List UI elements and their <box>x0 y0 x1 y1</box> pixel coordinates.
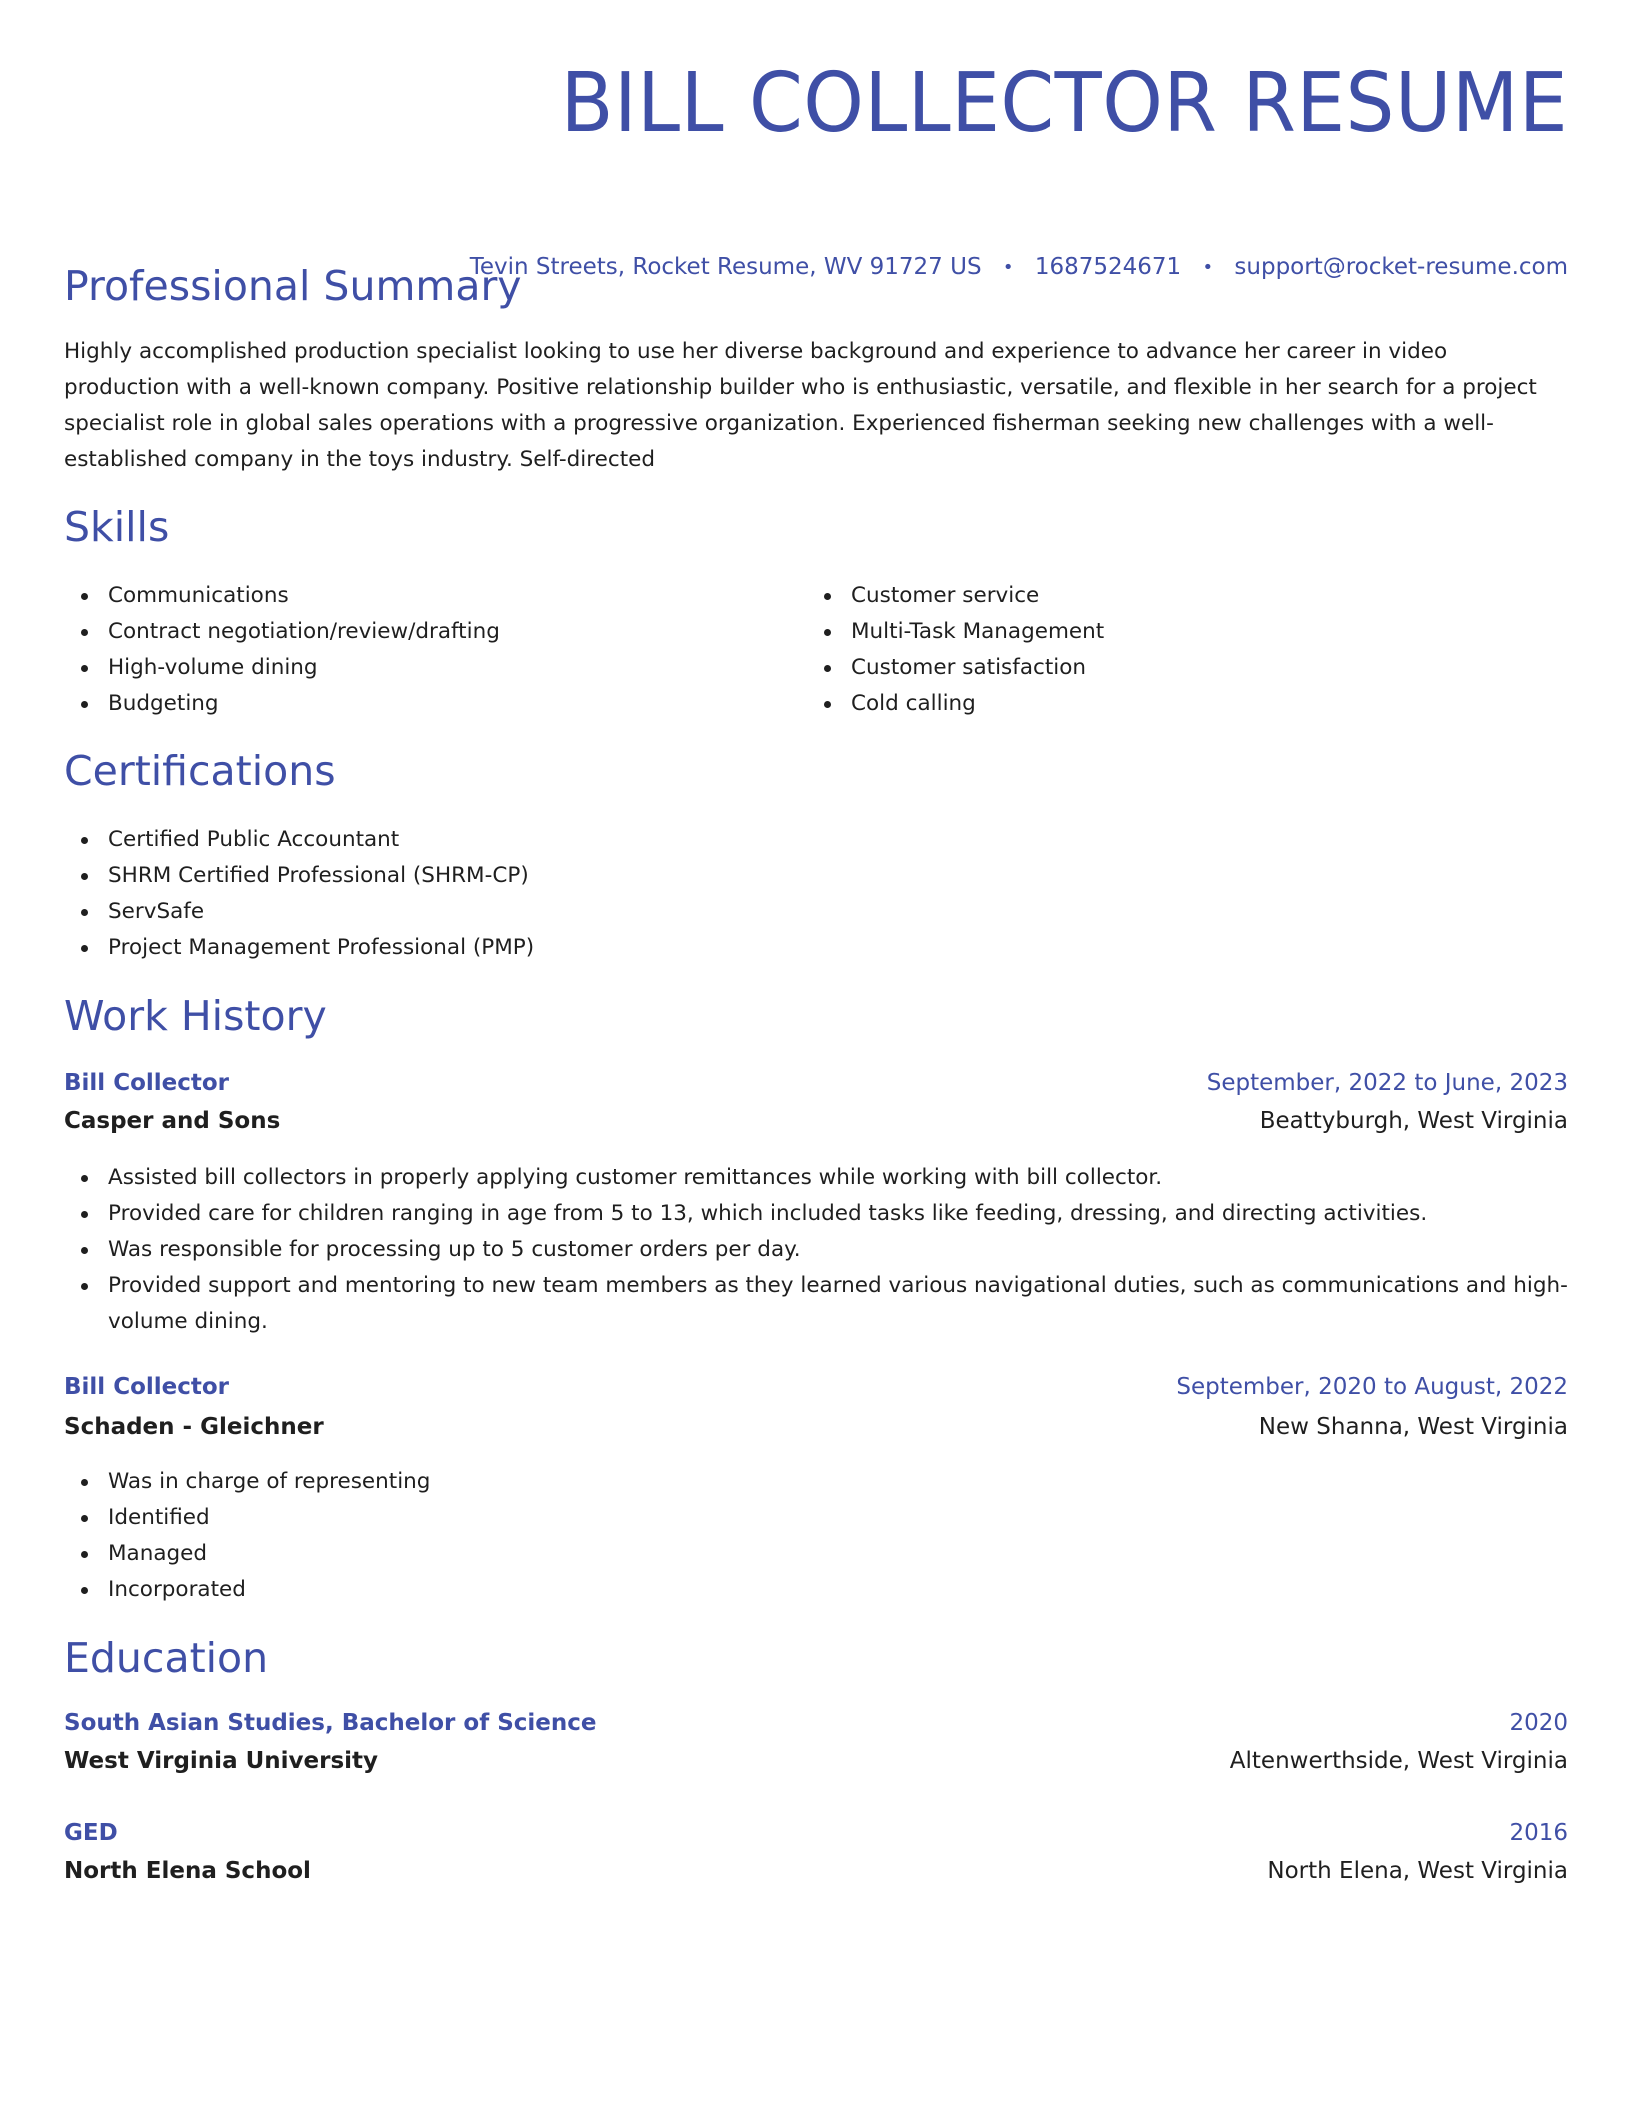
resume-title: BILL COLLECTOR RESUME <box>560 56 1568 151</box>
job-duty-item: Managed <box>64 1536 1568 1572</box>
job-duty-item: Provided care for children ranging in age from 5 to 13, which included tasks like feeding, dressing, and directing activities. <box>64 1196 1568 1232</box>
education-heading: Education <box>64 1634 269 1682</box>
job-duty-item: Incorporated <box>64 1572 1568 1608</box>
job-header <box>64 1070 1568 1096</box>
education-school-row <box>64 1748 1568 1774</box>
job-duty-item: Provided support and mentoring to new team members as they learned various navigational duties, such as communications and high-volume dining. <box>64 1268 1568 1340</box>
skill-item: Contract negotiation/review/drafting <box>64 614 500 650</box>
job-title: Bill Collector <box>64 1374 230 1400</box>
education-degree: GED <box>64 1820 118 1846</box>
skills-list-left <box>64 578 500 722</box>
certification-item: Project Management Professional (PMP) <box>64 930 1568 966</box>
job-company: Casper and Sons <box>64 1108 281 1134</box>
contact-address: Tevin Streets, Rocket Resume, WV 91727 US <box>469 254 982 280</box>
skill-item: Multi-Task Management <box>807 614 1104 650</box>
certifications-list <box>64 822 1568 966</box>
education-header <box>64 1710 1568 1736</box>
education-school-row <box>64 1858 1568 1884</box>
job-location: New Shanna, West Virginia <box>1258 1414 1568 1440</box>
summary-text: Highly accomplished production specialist looking to use her diverse background and experience to advance her career in video production with a well-known company. Positive relationship builder who is enthusiastic, versatile, and flexible in her search for a project specialist role in global sales operations with a progressive organization. Experienced fisherman seeking new challenges with a well-established company in the toys industry. Self-directed <box>64 339 1537 472</box>
job-duty-item: Was in charge of representing <box>64 1464 1568 1500</box>
job-duties-list <box>64 1464 1568 1608</box>
education-year: 2020 <box>1509 1710 1568 1736</box>
skill-item: Cold calling <box>807 686 1104 722</box>
summary-heading: Professional Summary <box>64 262 522 310</box>
education-school: West Virginia University <box>64 1748 379 1774</box>
skill-item: Customer service <box>807 578 1104 614</box>
education-degree: South Asian Studies, Bachelor of Science <box>64 1710 597 1736</box>
job-dates: September, 2022 to June, 2023 <box>1206 1070 1568 1096</box>
education-location: North Elena, West Virginia <box>1267 1858 1568 1884</box>
education-header <box>64 1820 1568 1846</box>
education-school: North Elena School <box>64 1858 311 1884</box>
job-org-row <box>64 1414 1568 1440</box>
job-org-row <box>64 1108 1568 1134</box>
skill-item: Communications <box>64 578 500 614</box>
job-duties-list <box>64 1160 1568 1340</box>
job-location: Beattyburgh, West Virginia <box>1259 1108 1568 1134</box>
certification-item: ServSafe <box>64 894 1568 930</box>
job-header <box>64 1374 1568 1400</box>
skill-item: High-volume dining <box>64 650 500 686</box>
work-history-heading: Work History <box>64 992 327 1040</box>
skills-heading: Skills <box>64 503 170 551</box>
job-company: Schaden - Gleichner <box>64 1414 324 1440</box>
certification-item: SHRM Certified Professional (SHRM-CP) <box>64 858 1568 894</box>
contact-email: support@rocket-resume.com <box>1234 254 1568 280</box>
job-title: Bill Collector <box>64 1070 230 1096</box>
certification-item: Certified Public Accountant <box>64 822 1568 858</box>
job-duty-item: Was responsible for processing up to 5 customer orders per day. <box>64 1232 1568 1268</box>
job-dates: September, 2020 to August, 2022 <box>1176 1374 1568 1400</box>
job-duty-item: Identified <box>64 1500 1568 1536</box>
education-year: 2016 <box>1509 1820 1568 1846</box>
education-location: Altenwerthside, West Virginia <box>1229 1748 1568 1774</box>
contact-separator: • <box>1202 256 1214 278</box>
skill-item: Budgeting <box>64 686 500 722</box>
certifications-heading: Certifications <box>64 747 336 795</box>
contact-phone: 1687524671 <box>1034 254 1182 280</box>
contact-line <box>470 252 1568 283</box>
skills-list-right <box>807 578 1104 722</box>
skill-item: Customer satisfaction <box>807 650 1104 686</box>
job-duty-item: Assisted bill collectors in properly applying customer remittances while working with bill collector. <box>64 1160 1568 1196</box>
contact-separator: • <box>1002 256 1014 278</box>
